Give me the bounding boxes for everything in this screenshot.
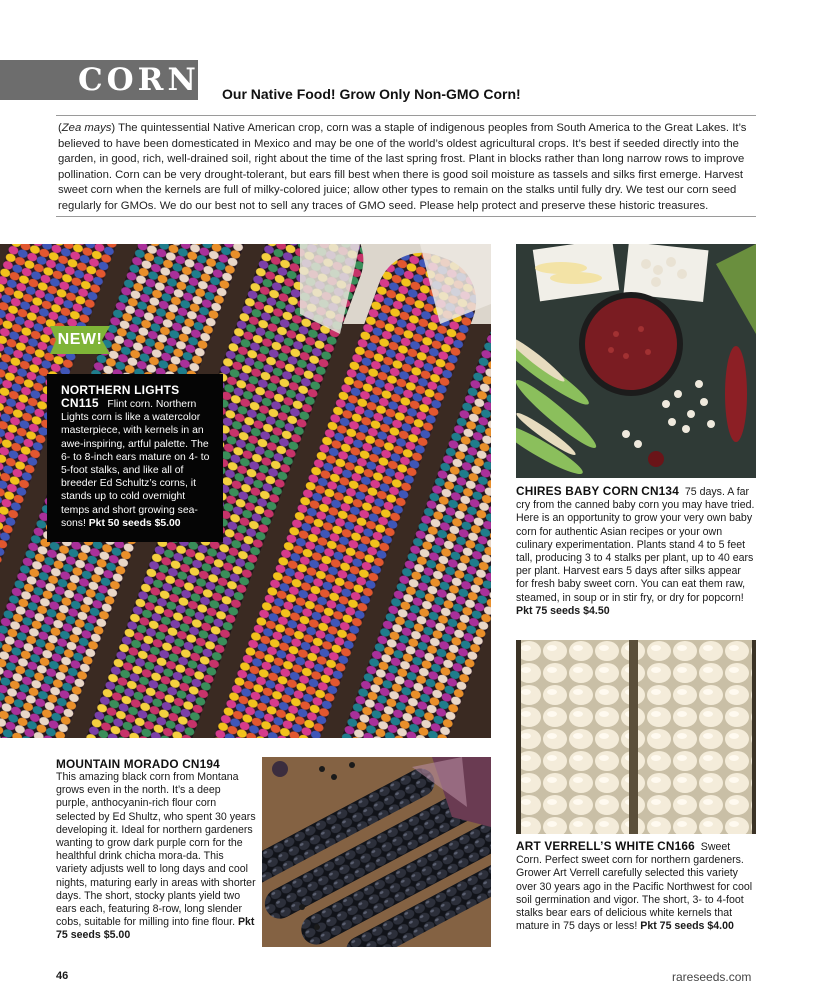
northern-lights-body bbox=[61, 397, 213, 530]
divider-bottom bbox=[56, 216, 756, 217]
corn-photo-baby-corn bbox=[516, 244, 756, 478]
art-verrell-code: CN166 bbox=[657, 839, 695, 853]
intro-paragraph: (Zea mays) The quintessential Native American crop, corn was a staple of indigenous peoples from South America to the Great Lakes. It’s believed to have been domesticated in Mexico and may be one of the world’s oldest agricultural crops. It’s best if seeded directly into the garden, in good, rich, well-drained soil, right about the time of the last spring frost. Plant in blocks rather than long narrow rows to improve pollination. Corn can be very drought-tolerant, but ears fill best when there is good soil moisture as tassels and silks first emerge. Harvest sweet corn when the kernels are full of milky-colored juice; allow other types to remain on the stalks until fully dry. We test our corn seed regularly for GMOs. We do our best not to sell any traces of GMO seed. Please help protect and preserve these historic treasures. bbox=[58, 122, 747, 212]
chires-baby-corn-listing bbox=[516, 485, 756, 618]
page-number: 46 bbox=[56, 970, 69, 982]
mountain-morado-code: CN194 bbox=[182, 757, 220, 771]
corn-photo-black bbox=[262, 757, 491, 947]
art-verrell-name: ART VERRELL’S WHITE bbox=[516, 839, 655, 853]
northern-lights-listing bbox=[61, 383, 213, 530]
chires-name: CHIRES BABY CORN bbox=[516, 484, 639, 498]
chires-price: Pkt 75 seeds $4.50 bbox=[516, 604, 610, 617]
site-url: rareseeds.com bbox=[672, 970, 752, 984]
northern-lights-price: Pkt 50 seeds $5.00 bbox=[88, 517, 181, 529]
new-badge-label: NEW! bbox=[57, 331, 103, 348]
mountain-morado-description: This amazing black corn from Montana grows even in the north. It’s a deep purple, anthocyanin-rich flour corn selected by Ed Shultz, who spent 30 years developing it. Ideal for northern gardeners wanting to grow dark purple corn for the healthful drink chicha mora-da. This variety adjusts well to long days and cool nights, maturing early in areas with shorter days. The short, stocky plants yield two ears each, featuring 8-row, long slender cobs, suitable for milling into fine flour. bbox=[56, 771, 256, 929]
mountain-morado-photo bbox=[262, 757, 491, 947]
latin-name: Zea mays bbox=[61, 122, 112, 134]
tagline: Our Native Food! Grow Only Non-GMO Corn! bbox=[222, 86, 521, 102]
mountain-morado-title bbox=[56, 757, 256, 771]
section-title: CORN bbox=[78, 62, 200, 98]
mountain-morado-listing bbox=[56, 757, 256, 943]
art-verrell-white-listing bbox=[516, 840, 756, 933]
intro-text: The quintessential Native American crop, corn was a staple of indigenous peoples from South America to the Great Lakes. It’s believed to have been domesticated in Mexico and may be one of the world’s oldest agricultural crops. It’s best if seeded directly into the garden, in good, rich, well-drained soil, right about the time of the last spring frost. Plant in blocks rather than long narrow rows to improve pollination. Corn can be very drought-tolerant, but ears fill best when there is good soil moisture as tassels and silks first emerge. Harvest sweet corn when the kernels are full of milky-colored juice; allow other types to remain on the stalks until fully dry. We test our corn seed regularly for GMOs. We do our best not to sell any traces of GMO seed. Please help protect and preserve these historic treasures. bbox=[58, 122, 747, 212]
mountain-morado-body bbox=[56, 771, 256, 943]
chires-baby-corn-photo bbox=[516, 244, 756, 478]
mountain-morado-name: MOUNTAIN MORADO bbox=[56, 757, 179, 771]
art-verrell-white-photo bbox=[516, 640, 756, 834]
mountain-morado-price: Pkt 75 seeds $5.00 bbox=[56, 916, 255, 942]
art-verrell-description: Sweet Corn. Perfect sweet corn for northern gardeners. Grower Art Verrell carefully selected this variety over 30 years ago in the Pacific Northwest for cool soil germination and vigor. The short, 3- to 4-foot stalks bear ears of delicious white kernels that mature in 75 days or less! bbox=[516, 841, 753, 933]
art-verrell-price: Pkt 75 seeds $4.00 bbox=[640, 920, 734, 933]
corn-photo-white bbox=[516, 640, 756, 834]
northern-lights-code: CN115 bbox=[61, 396, 99, 410]
northern-lights-description: Flint corn. Northern Lights corn is like a watercolor masterpiece, with kernels in an awe-inspiring, artful palette. The 6- to 8-inch ears mature on 4- to 5-foot stalks, and like all of breeder Ed Schultz’s corns, it stands up to cold overnight temps and short growing sea-sons! bbox=[61, 399, 210, 529]
chires-code: CN134 bbox=[641, 484, 679, 498]
divider-top bbox=[56, 115, 756, 116]
northern-lights-name: NORTHERN LIGHTS bbox=[61, 383, 180, 397]
chires-description: 75 days. A far cry from the canned baby corn you may have tried. Here is an opportunity to grow your very own baby corn for authentic Asian recipes or your own culinary experimentation. Plants stand 4 to 5 feet tall, producing 3 to 4 stalks per plant, up to 40 ears per plant. Harvest ears 5 days after silks appear for fresh baby sweet corn. You can eat them raw, steamed, in soup or in stir fry, or dry for popcorn! bbox=[516, 486, 755, 604]
